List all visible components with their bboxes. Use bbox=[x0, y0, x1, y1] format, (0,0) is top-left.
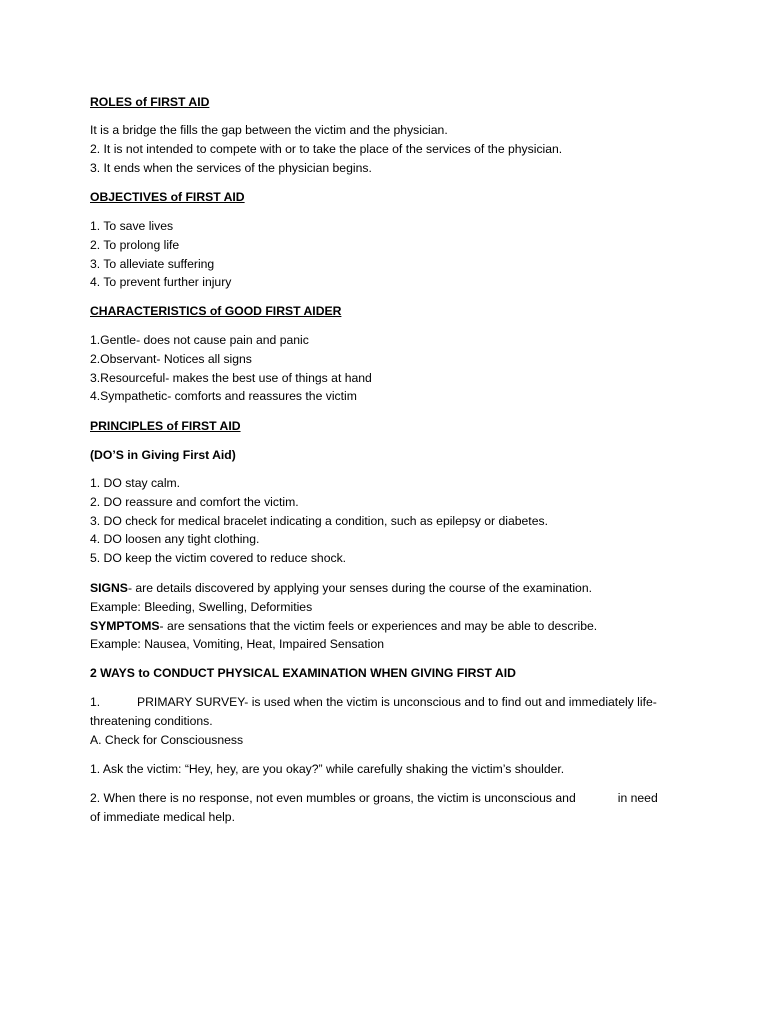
characteristics-item: 2.Observant- Notices all signs bbox=[90, 351, 252, 366]
principles-item: 5. DO keep the victim covered to reduce shock. bbox=[90, 551, 347, 566]
step-two bbox=[90, 789, 690, 827]
characteristics-section bbox=[90, 302, 690, 321]
objectives-heading: OBJECTIVES of FIRST AID bbox=[90, 190, 245, 204]
primary-survey-line1 bbox=[90, 693, 690, 712]
step-two-part2: in need bbox=[617, 791, 658, 805]
step-one bbox=[90, 760, 690, 779]
primary-survey-text: PRIMARY SURVEY- is used when the victim is unconscious and to find out and immediately life- bbox=[137, 695, 657, 709]
signs-example: Example: Bleeding, Swelling, Deformities bbox=[90, 599, 313, 614]
principles-item: 4. DO loosen any tight clothing. bbox=[90, 532, 260, 547]
primary-survey-line2: threatening conditions. bbox=[90, 713, 213, 728]
objectives-item: 3. To alleviate suffering bbox=[90, 256, 215, 271]
roles-section bbox=[90, 93, 690, 112]
objectives-list bbox=[90, 217, 690, 292]
step-two-line1 bbox=[90, 789, 690, 808]
roles-heading: ROLES of FIRST AID bbox=[90, 95, 210, 109]
symptoms-definition bbox=[90, 617, 690, 636]
ways-section bbox=[90, 664, 690, 683]
principles-subheading: (DO’S in Giving First Aid) bbox=[90, 448, 236, 462]
signs-definition bbox=[90, 579, 690, 598]
objectives-item: 2. To prolong life bbox=[90, 237, 180, 252]
roles-line: 3. It ends when the services of the physician begins. bbox=[90, 160, 372, 175]
objectives-item: 4. To prevent further injury bbox=[90, 275, 232, 290]
characteristics-item: 4.Sympathetic- comforts and reassures the victim bbox=[90, 389, 357, 404]
step-two-part1: 2. When there is no response, not even mumbles or groans, the victim is unconscious and bbox=[90, 791, 576, 805]
principles-list bbox=[90, 474, 690, 568]
symptoms-example: Example: Nausea, Vomiting, Heat, Impaired Sensation bbox=[90, 637, 385, 652]
roles-line: It is a bridge the fills the gap between the victim and the physician. bbox=[90, 123, 448, 137]
symptoms-def-text: - are sensations that the victim feels or experiences and may be able to describe. bbox=[159, 618, 598, 633]
signs-symptoms-section bbox=[90, 579, 690, 654]
objectives-section bbox=[90, 188, 690, 207]
characteristics-list bbox=[90, 331, 690, 406]
step-one-text: 1. Ask the victim: “Hey, hey, are you okay?” while carefully shaking the victim’s shoulder. bbox=[90, 762, 565, 776]
principles-item: 1. DO stay calm. bbox=[90, 476, 181, 490]
roles-line: 2. It is not intended to compete with or to take the place of the services of the physician. bbox=[90, 141, 563, 156]
principles-subsection bbox=[90, 446, 690, 465]
primary-survey-item bbox=[90, 693, 690, 749]
principles-section bbox=[90, 417, 690, 436]
characteristics-item: 3.Resourceful- makes the best use of things at hand bbox=[90, 370, 372, 385]
objectives-item: 1. To save lives bbox=[90, 219, 174, 233]
characteristics-item: 1.Gentle- does not cause pain and panic bbox=[90, 333, 309, 347]
signs-def-text: - are details discovered by applying your senses during the course of the examination. bbox=[127, 581, 593, 595]
step-two-line2: of immediate medical help. bbox=[90, 809, 235, 824]
characteristics-heading: CHARACTERISTICS of GOOD FIRST AIDER bbox=[90, 304, 342, 318]
item-number: 1. bbox=[90, 695, 101, 709]
ways-heading: 2 WAYS to CONDUCT PHYSICAL EXAMINATION WHEN GIVING FIRST AID bbox=[90, 666, 516, 680]
check-consciousness: A. Check for Consciousness bbox=[90, 732, 244, 747]
principles-heading: PRINCIPLES of FIRST AID bbox=[90, 419, 241, 433]
principles-item: 3. DO check for medical bracelet indicating a condition, such as epilepsy or diabetes. bbox=[90, 513, 548, 528]
signs-term: SIGNS bbox=[90, 581, 128, 595]
principles-item: 2. DO reassure and comfort the victim. bbox=[90, 494, 299, 509]
roles-list bbox=[90, 121, 690, 177]
symptoms-term: SYMPTOMS bbox=[90, 618, 160, 633]
